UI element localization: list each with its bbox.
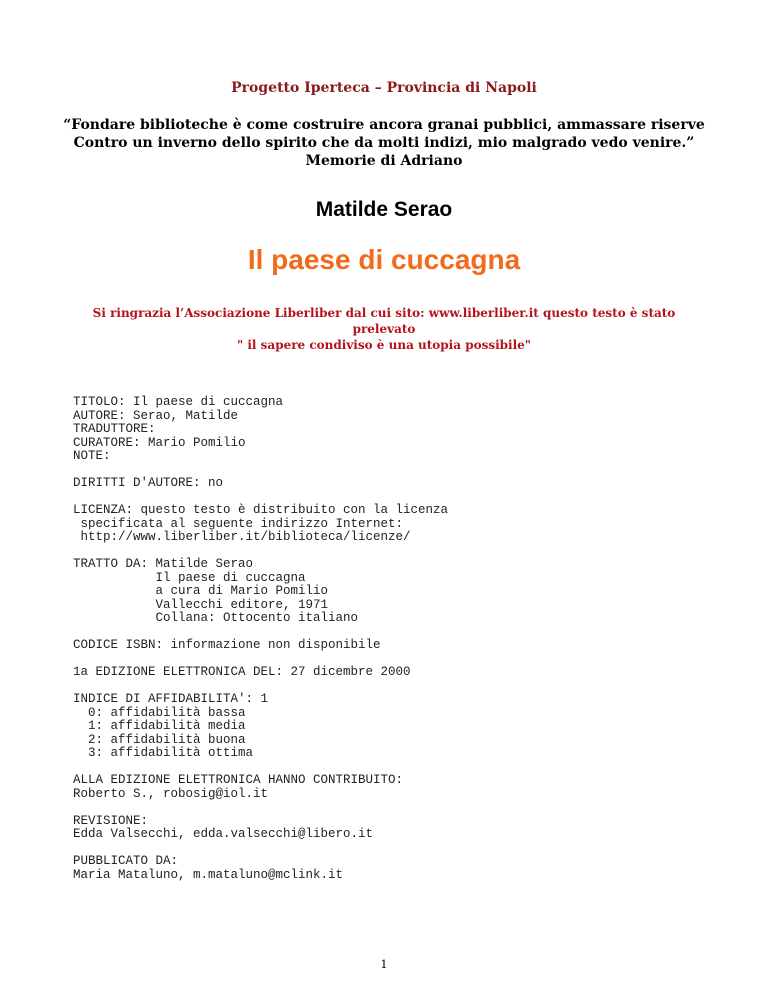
quote-source: Memorie di Adriano — [305, 153, 463, 169]
metadata-block-license — [73, 504, 693, 545]
quote-line: “Fondare biblioteche è come costruire ancora granai pubblici, ammassare riserve — [63, 117, 705, 133]
metadata-line: Il paese di cuccagna — [73, 570, 306, 585]
metadata-line: a cura di Mario Pomilio — [73, 584, 329, 598]
epigraph-quote — [0, 116, 768, 170]
metadata-line: AUTORE: Serao, Matilde — [73, 408, 239, 423]
metadata-block-reliability — [73, 693, 693, 761]
metadata-line: TRADUTTORE: — [73, 422, 156, 436]
metadata-line: 1a EDIZIONE ELETTRONICA DEL: 27 dicembre 2000 — [73, 665, 411, 679]
metadata-line: TITOLO: Il paese di cuccagna — [73, 395, 284, 409]
metadata-line: Collana: Ottocento italiano — [73, 611, 359, 625]
metadata-line: 3: affidabilità ottima — [73, 746, 254, 760]
page-number: 1 — [380, 958, 388, 971]
metadata-line: Roberto S., robosig@iol.it — [73, 786, 269, 801]
metadata-line: DIRITTI D'AUTORE: no — [73, 476, 224, 490]
metadata-block-contributors — [73, 774, 693, 801]
metadata-line: INDICE DI AFFIDABILITA': 1 — [73, 692, 269, 706]
acknowledgement-line: prelevato — [352, 322, 416, 336]
metadata-line: Vallecchi editore, 1971 — [73, 597, 329, 612]
metadata-line: LICENZA: questo testo è distribuito con la licenza — [73, 503, 449, 517]
metadata-block-source — [73, 558, 693, 626]
metadata-line: specificata al seguente indirizzo Internet: — [73, 516, 404, 531]
project-header: Progetto Iperteca – Provincia di Napoli — [231, 80, 537, 96]
metadata-line: CODICE ISBN: informazione non disponibile — [73, 638, 381, 652]
metadata-block-edition — [73, 666, 693, 680]
metadata-line: PUBBLICATO DA: — [73, 854, 179, 868]
metadata-line: 1: affidabilità media — [73, 719, 246, 733]
metadata-block-rights — [73, 477, 693, 491]
quote-line: Contro un inverno dello spirito che da molti indizi, mio malgrado vedo venire.” — [73, 135, 695, 151]
acknowledgement-motto: " il sapere condiviso è una utopia possibile" — [236, 338, 532, 352]
author-name: Matilde Serao — [315, 198, 453, 221]
metadata-block-title — [73, 396, 693, 464]
metadata-line: http://www.liberliber.it/biblioteca/licenze/ — [73, 530, 411, 544]
metadata-line: 2: affidabilità buona — [73, 732, 246, 747]
metadata-section — [73, 396, 693, 896]
metadata-block-publisher — [73, 855, 693, 882]
book-title: Il paese di cuccagna — [247, 244, 521, 275]
metadata-block-isbn — [73, 639, 693, 653]
metadata-line: ALLA EDIZIONE ELETTRONICA HANNO CONTRIBUITO: — [73, 773, 404, 787]
metadata-line: CURATORE: Mario Pomilio — [73, 435, 246, 450]
metadata-line: REVISIONE: — [73, 813, 149, 828]
metadata-line: TRATTO DA: Matilde Serao — [73, 557, 254, 571]
metadata-line: Maria Mataluno, m.mataluno@mclink.it — [73, 867, 344, 882]
metadata-line: Edda Valsecchi, edda.valsecchi@libero.it — [73, 827, 374, 841]
metadata-line: 0: affidabilità bassa — [73, 705, 246, 720]
metadata-line: NOTE: — [73, 449, 111, 463]
acknowledgement — [0, 305, 768, 353]
metadata-block-revision — [73, 815, 693, 842]
acknowledgement-line: Si ringrazia l’Associazione Liberliber dal cui sito: www.liberliber.it questo testo è stato — [92, 306, 676, 320]
